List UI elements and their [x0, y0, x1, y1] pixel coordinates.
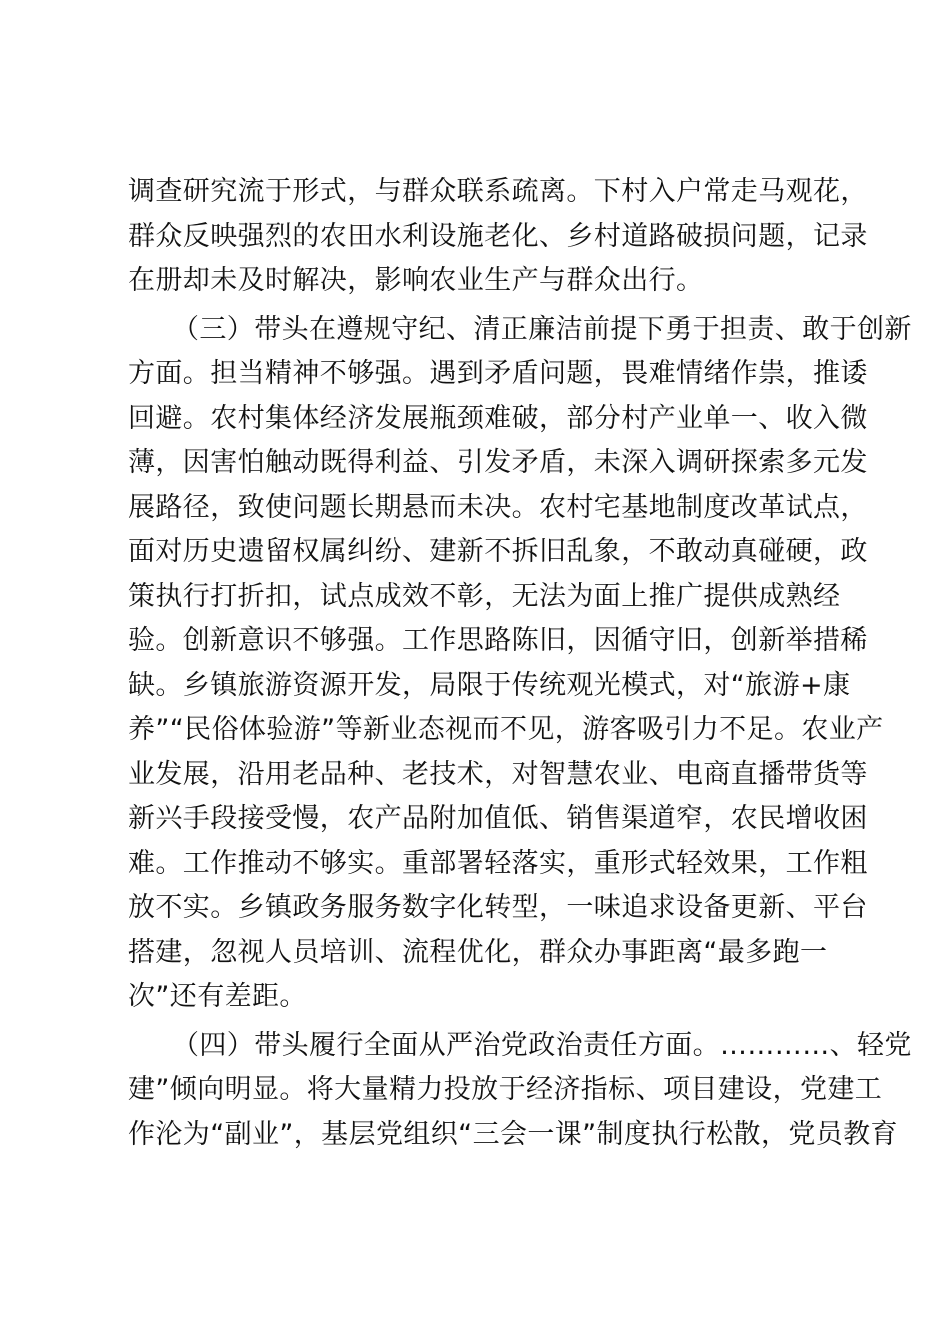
text-line: 回避。农村集体经济发展瓶颈难破，部分村产业单一、收入微 — [128, 402, 868, 434]
text-line: 缺。乡镇旅游资源开发，局限于传统观光模式，对“旅游+康 — [128, 669, 851, 701]
paragraph-section-four — [128, 1024, 912, 1158]
text-line: 群众反映强烈的农田水利设施老化、乡村道路破损问题，记录 — [128, 220, 868, 252]
text-line: 方面。担当精神不够强。遇到矛盾问题，畏难情绪作祟，推诿 — [128, 358, 868, 389]
text-line: 新兴手段接受慢，农产品附加值低、销售渠道窄，农民增收困 — [128, 803, 868, 834]
text-line: 面对历史遗留权属纠纷、建新不拆旧乱象，不敢动真碰硬，政 — [128, 536, 868, 567]
text-line: 薄，因害怕触动既得利益、引发矛盾，未深入调研探索多元发 — [128, 447, 868, 478]
paragraph-continued — [128, 170, 868, 304]
document-body — [128, 170, 912, 1157]
section-four-heading-line: （四）带头履行全面从严治党政治责任方面。…………、轻党 — [172, 1029, 912, 1061]
text-line: 作沦为“副业”，基层党组织“三会一课”制度执行松散，党员教育 — [128, 1118, 898, 1150]
text-line: 业发展，沿用老品种、老技术，对智慧农业、电商直播带货等 — [128, 758, 868, 790]
text-line: 建”倾向明显。将大量精力投放于经济指标、项目建设，党建工 — [128, 1074, 883, 1105]
text-line: 展路径，致使问题长期悬而未决。农村宅基地制度改革试点， — [128, 491, 868, 523]
text-line: 搭建，忽视人员培训、流程优化，群众办事距离“最多跑一 — [128, 936, 828, 968]
text-line: 验。创新意识不够强。工作思路陈旧，因循守旧，创新举措稀 — [128, 625, 868, 656]
text-line: 次”还有差距。 — [128, 981, 307, 1012]
text-line: 放不实。乡镇政务服务数字化转型，一味追求设备更新、平台 — [128, 892, 868, 923]
text-line: 调查研究流于形式，与群众联系疏离。下村入户常走马观花， — [128, 176, 868, 207]
section-three-heading-line: （三）带头在遵规守纪、清正廉洁前提下勇于担责、敢于创新 — [172, 313, 912, 345]
text-line: 养”“民俗体验游”等新业态视而不见，游客吸引力不足。农业产 — [128, 714, 884, 745]
text-line: 在册却未及时解决，影响农业生产与群众出行。 — [128, 265, 704, 296]
text-line: 策执行打折扣，试点成效不彰，无法为面上推广提供成熟经 — [128, 580, 841, 612]
paragraph-section-three — [128, 308, 912, 1020]
text-line: 难。工作推动不够实。重部署轻落实，重形式轻效果，工作粗 — [128, 847, 868, 879]
